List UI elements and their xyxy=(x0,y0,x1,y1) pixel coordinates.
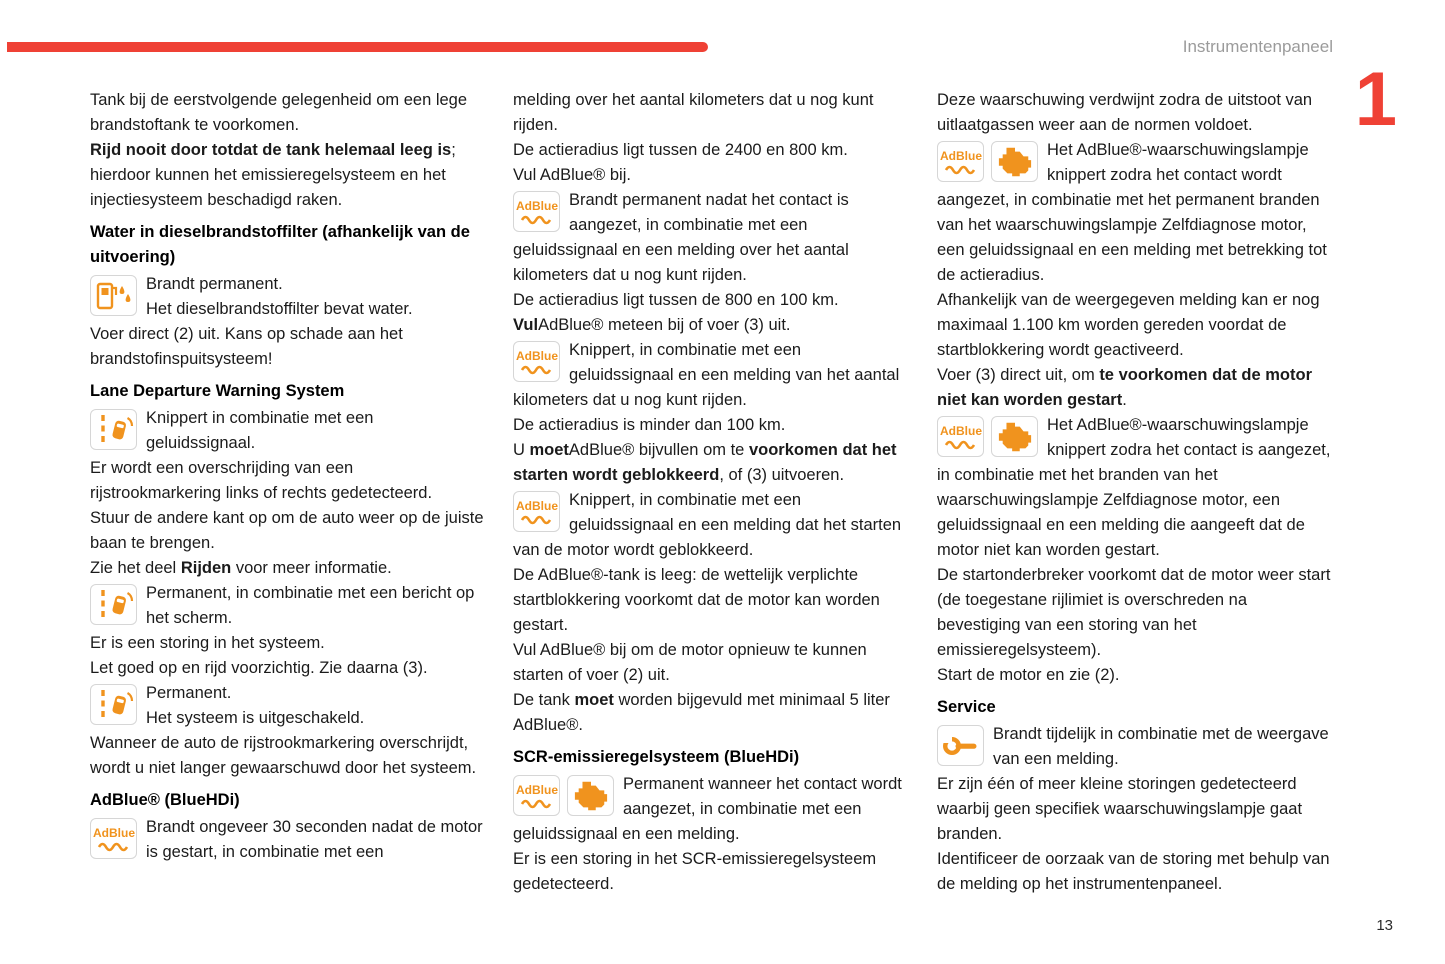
lane-departure-icon xyxy=(90,584,137,625)
section-heading: Water in dieselbrandstoffilter (afhankelijk van de uitvoering) xyxy=(90,223,470,266)
text-segment: melding over het aantal kilometers dat u nog kunt rijden. xyxy=(513,91,874,134)
adblue-icon xyxy=(513,191,560,232)
lane-departure-icon xyxy=(90,684,137,725)
icon-paragraph xyxy=(90,272,485,322)
text-segment: U xyxy=(513,441,530,459)
engine-icon xyxy=(991,416,1038,457)
paragraph xyxy=(513,688,908,738)
warning-lamp-icons xyxy=(937,416,1038,457)
text-segment: Er is een storing in het SCR-emissieregelsysteem gedetecteerd. xyxy=(513,850,877,893)
warning-lamp-icons xyxy=(90,818,137,859)
warning-lamp-icons xyxy=(513,341,560,382)
adblue-icon xyxy=(513,491,560,532)
warning-lamp-icons xyxy=(937,141,1038,182)
svg-text:AdBlue: AdBlue xyxy=(515,198,558,213)
icon-paragraph xyxy=(90,815,485,865)
text-segment: Brandt tijdelijk in combinatie met de weergave van een melding. xyxy=(993,725,1329,768)
warning-lamp-icons xyxy=(513,775,614,816)
text-segment: . xyxy=(1122,391,1127,409)
text-segment: Het AdBlue®-waarschuwingslampje knippert zodra het contact is aangezet, in combinatie met het branden van het waarschuwingslampje Zelfdiagnose motor, een geluidssignaal en een melding die aangeeft dat de motor niet kan worden gestart. xyxy=(937,416,1331,559)
paragraph xyxy=(937,88,1332,138)
paragraph xyxy=(513,138,908,163)
paragraph xyxy=(90,88,485,138)
paragraph xyxy=(90,138,485,213)
adblue-icon xyxy=(513,775,560,816)
warning-lamp-icons xyxy=(90,409,137,450)
paragraph xyxy=(90,322,485,372)
paragraph xyxy=(90,731,485,781)
adblue-icon xyxy=(90,818,137,859)
icon-paragraph xyxy=(937,722,1332,772)
icon-paragraph xyxy=(937,138,1332,288)
text-segment: Knippert in combinatie met een geluidssignaal. xyxy=(146,409,374,452)
icon-paragraph xyxy=(513,488,908,563)
text-segment: Vul AdBlue® bij om de motor opnieuw te kunnen starten of voer (2) uit. xyxy=(513,641,867,684)
text-segment: Voer direct (2) uit. Kans op schade aan het brandstofinspuitsysteem! xyxy=(90,325,403,368)
text-segment: Brandt permanent. xyxy=(146,275,283,293)
text-segment: Er is een storing in het systeem. xyxy=(90,634,325,652)
bold-text-segment: moet xyxy=(574,691,614,709)
text-segment: voor meer informatie. xyxy=(231,559,392,577)
text-segment: Het dieselbrandstoffilter bevat water. xyxy=(146,300,413,318)
icon-paragraph xyxy=(513,772,908,847)
text-segment: Knippert, in combinatie met een geluidssignaal en een melding dat het starten van de motor wordt geblokkeerd. xyxy=(513,491,902,559)
chapter-accent-bar xyxy=(7,42,708,52)
warning-lamp-icons xyxy=(90,684,137,725)
text-segment: AdBlue® bijvullen om te xyxy=(568,441,749,459)
icon-paragraph xyxy=(513,188,908,288)
text-segment: Er zijn één of meer kleine storingen gedetecteerd waarbij geen specifiek waarschuwingslampje gaat branden. xyxy=(937,775,1303,843)
service-icon xyxy=(937,725,984,766)
text-segment: Permanent wanneer het contact wordt aangezet, in combinatie met een geluidssignaal en een melding. xyxy=(513,775,902,843)
text-segment: De actieradius is minder dan 100 km. xyxy=(513,416,786,434)
svg-text:AdBlue: AdBlue xyxy=(92,825,135,840)
text-segment: Brandt permanent nadat het contact is aangezet, in combinatie met een geluidssignaal en een melding over het aantal kilometers dat u nog kunt rijden. xyxy=(513,191,849,284)
paragraph xyxy=(513,88,908,138)
text-segment: Tank bij de eerstvolgende gelegenheid om een lege brandstoftank te voorkomen. xyxy=(90,91,468,134)
paragraph xyxy=(513,163,908,188)
adblue-icon xyxy=(937,416,984,457)
engine-icon xyxy=(991,141,1038,182)
column-left xyxy=(90,88,485,865)
paragraph xyxy=(90,631,485,656)
text-segment: Het AdBlue®-waarschuwingslampje knippert zodra het contact wordt aangezet, in combinatie met het permanent branden van het waarschuwingslampje Zelfdiagnose motor, een geluidssignaal en een melding met betrekking tot de actieradius. xyxy=(937,141,1327,284)
text-segment: Er wordt een overschrijding van een rijstrookmarkering links of rechts gedetecteerd. xyxy=(90,459,433,502)
bold-text-segment: moet xyxy=(529,441,569,459)
paragraph xyxy=(513,638,908,688)
paragraph xyxy=(90,556,485,581)
text-segment: Wanneer de auto de rijstrookmarkering overschrijdt, wordt u niet langer gewaarschuwd door het systeem. xyxy=(90,734,477,777)
section-heading: Service xyxy=(937,698,996,716)
text-segment: De AdBlue®-tank is leeg: de wettelijk verplichte startblokkering voorkomt dat de motor kan worden gestart. xyxy=(513,566,880,634)
text-segment: Zie het deel xyxy=(90,559,181,577)
paragraph xyxy=(513,847,908,897)
warning-lamp-icons xyxy=(513,491,560,532)
text-segment: , of (3) uitvoeren. xyxy=(719,466,845,484)
bold-text-segment: te voorkomen dat de motor niet kan worden gestart xyxy=(937,366,1313,409)
text-segment: De actieradius ligt tussen de 2400 en 800 km. xyxy=(513,141,848,159)
paragraph xyxy=(90,506,485,556)
text-segment: Identificeer de oorzaak van de storing met behulp van de melding op het instrumentenpaneel. xyxy=(937,850,1330,893)
column-middle xyxy=(513,88,908,897)
column-right xyxy=(937,88,1332,897)
icon-paragraph xyxy=(937,413,1332,563)
paragraph xyxy=(513,438,908,488)
text-segment: Permanent, in combinatie met een bericht op het scherm. xyxy=(146,584,475,627)
svg-text:AdBlue: AdBlue xyxy=(515,348,558,363)
bold-text-segment: voorkomen dat het starten wordt geblokkeerd xyxy=(513,441,897,484)
section-heading: Lane Departure Warning System xyxy=(90,382,345,400)
paragraph xyxy=(90,456,485,506)
paragraph xyxy=(937,772,1332,847)
bold-text-segment: Vul xyxy=(513,316,539,334)
paragraph xyxy=(513,563,908,638)
page-number: 13 xyxy=(1376,917,1393,934)
svg-text:AdBlue: AdBlue xyxy=(515,498,558,513)
text-segment: Afhankelijk van de weergegeven melding kan er nog maximaal 1.100 km worden gereden voordat de startblokkering wordt geactiveerd. xyxy=(937,291,1320,359)
text-segment: De startonderbreker voorkomt dat de motor weer start (de toegestane rijlimiet is overschreden na bevestiging van een storing van het emissieregelsysteem). xyxy=(937,566,1331,659)
lane-departure-icon xyxy=(90,409,137,450)
text-segment: Start de motor en zie (2). xyxy=(937,666,1120,684)
bold-text-segment: Rijd nooit door totdat de tank helemaal leeg is xyxy=(90,141,452,159)
text-segment: worden bijgevuld met minimaal 5 liter AdBlue®. xyxy=(513,691,890,734)
text-segment: Permanent. xyxy=(146,684,232,702)
bold-text-segment: Rijden xyxy=(180,559,232,577)
paragraph xyxy=(937,663,1332,688)
paragraph xyxy=(937,563,1332,663)
warning-lamp-icons xyxy=(90,275,137,316)
chapter-number: 1 xyxy=(1354,57,1397,142)
page-header-title: Instrumentenpaneel xyxy=(1182,37,1333,56)
section-heading: SCR-emissieregelsysteem (BlueHDi) xyxy=(513,748,800,766)
warning-lamp-icons xyxy=(90,584,137,625)
text-segment: AdBlue® meteen bij of voer (3) uit. xyxy=(538,316,791,334)
text-segment: Voer (3) direct uit, om xyxy=(937,366,1100,384)
text-segment: De tank xyxy=(513,691,575,709)
fuel-filter-icon xyxy=(90,275,137,316)
paragraph xyxy=(937,847,1332,897)
svg-text:AdBlue: AdBlue xyxy=(515,782,558,797)
paragraph xyxy=(90,656,485,681)
paragraph xyxy=(937,363,1332,413)
text-segment: Knippert, in combinatie met een geluidssignaal en een melding van het aantal kilometers dat u nog kunt rijden. xyxy=(513,341,900,409)
paragraph xyxy=(513,288,908,313)
text-segment: ; hierdoor kunnen het emissieregelsysteem en het injectiesysteem beschadigd raken. xyxy=(90,141,456,209)
warning-lamp-icons xyxy=(937,725,984,766)
text-segment: Deze waarschuwing verdwijnt zodra de uitstoot van uitlaatgassen weer aan de normen voldoet. xyxy=(937,91,1313,134)
section-heading: AdBlue® (BlueHDi) xyxy=(90,791,240,809)
text-segment: Vul AdBlue® bij. xyxy=(513,166,631,184)
svg-text:AdBlue: AdBlue xyxy=(939,148,982,163)
icon-paragraph xyxy=(90,581,485,631)
text-segment: Brandt ongeveer 30 seconden nadat de motor is gestart, in combinatie met een xyxy=(146,818,483,861)
icon-paragraph xyxy=(90,681,485,731)
svg-text:AdBlue: AdBlue xyxy=(939,423,982,438)
paragraph xyxy=(513,413,908,438)
text-segment: Let goed op en rijd voorzichtig. Zie daarna (3). xyxy=(90,659,428,677)
paragraph xyxy=(513,313,908,338)
adblue-icon xyxy=(937,141,984,182)
text-segment: Stuur de andere kant op om de auto weer op de juiste baan te brengen. xyxy=(90,509,484,552)
adblue-icon xyxy=(513,341,560,382)
text-segment: De actieradius ligt tussen de 800 en 100 km. xyxy=(513,291,839,309)
icon-paragraph xyxy=(90,406,485,456)
engine-icon xyxy=(567,775,614,816)
icon-paragraph xyxy=(513,338,908,413)
paragraph xyxy=(937,288,1332,363)
text-segment: Het systeem is uitgeschakeld. xyxy=(146,709,365,727)
warning-lamp-icons xyxy=(513,191,560,232)
